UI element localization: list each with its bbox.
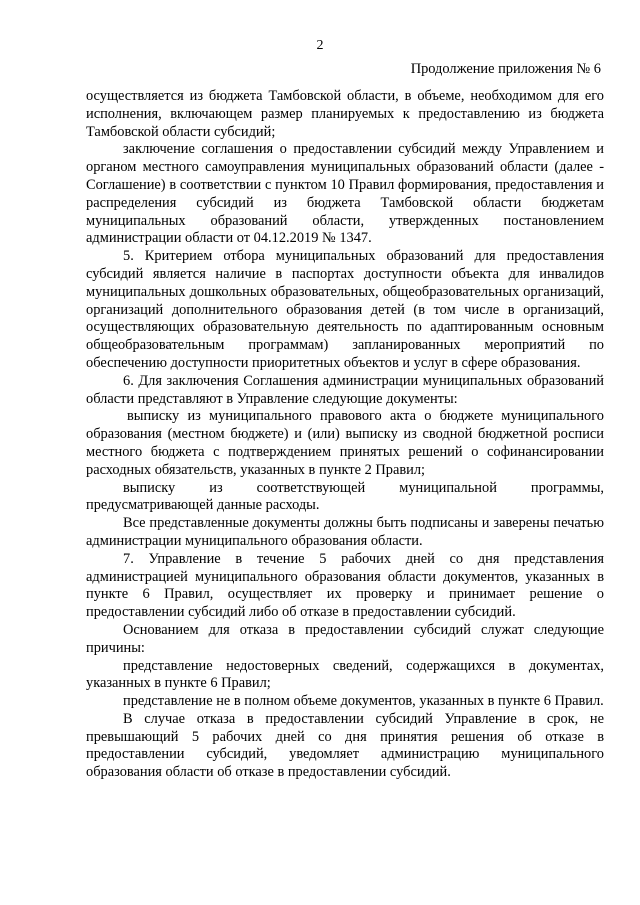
paragraph-refusal-grounds: Основанием для отказа в предоставлении субсидий служат следующие причины: [86,621,604,656]
paragraph-refusal-notification: В случае отказа в предоставлении субсидий Управление в срок, не превышающий 5 рабочих дней со дня принятия решения об отказе в предоставлении субсидий, уведомляет администрацию муниципального образования области об отказе в предоставлении субсидий. [86,710,604,781]
paragraph-false-information: представление недостоверных сведений, содержащихся в документах, указанных в пункте 6 Правил; [86,657,604,692]
paragraph-program-extract: выписку из соответствующей муниципальной программы, предусматривающей данные расходы. [86,479,604,514]
paragraph-documents-certification: Все представленные документы должны быть подписаны и заверены печатью администрации муниципального образования области. [86,515,604,549]
paragraph-required-documents: 6. Для заключения Соглашения администрации муниципальных образований области представляют в Управление следующие документы: [86,372,604,407]
appendix-continuation-note: Продолжение приложения № 6 [410,61,601,77]
paragraph-budget-extract: выписку из муниципального правового акта о бюджете муниципального образования (местном бюджете) и (или) выписку из сводной бюджетной росписи местного бюджета с подтверждением принятых решений о софинансировании расходных обязательств, указанных в пункте 2 Правил; [86,408,604,478]
paragraph-funding-source: осуществляется из бюджета Тамбовской области, в объеме, необходимом для его исполнения, включающем размер планируемых к предоставлению из бюджета Тамбовской области субсидий; [86,88,604,140]
paragraph-review-decision: 7. Управление в течение 5 рабочих дней со дня представления администрацией муниципального образования области документов, указанных в пункте 6 Правил, осуществляет их проверку и принимает решение о предоставлении субсидий либо об отказе в предоставлении субсидий. [86,550,604,621]
document-body [86,88,604,782]
paragraph-selection-criterion: 5. Критерием отбора муниципальных образований для предоставления субсидий является наличие в паспортах доступности объекта для инвалидов муниципальных дошкольных образовательных, общеобразовательных организаций, организаций дополнительного образования детей (в том числе в организаций, осуществляющих образовательную деятельность по адаптированным основным общеобразовательным программам) запланированных мероприятий по обеспечению доступности приоритетных объектов и услуг в сфере образования. [86,248,604,371]
page-number: 2 [316,38,324,53]
paragraph-incomplete-documents: представление не в полном объеме документов, указанных в пункте 6 Правил. [123,693,604,710]
paragraph-agreement-conclusion: заключение соглашения о предоставлении субсидий между Управлением и органом местного самоуправления муниципальных образований области (далее - Соглашение) в соответствии с пунктом 10 Правил формирования, предоставления и распределения субсидий из бюджета Тамбовской области бюджетам муниципальных образований области, утвержденных постановлением администрации области от 04.12.2019 № 1347. [86,141,604,247]
